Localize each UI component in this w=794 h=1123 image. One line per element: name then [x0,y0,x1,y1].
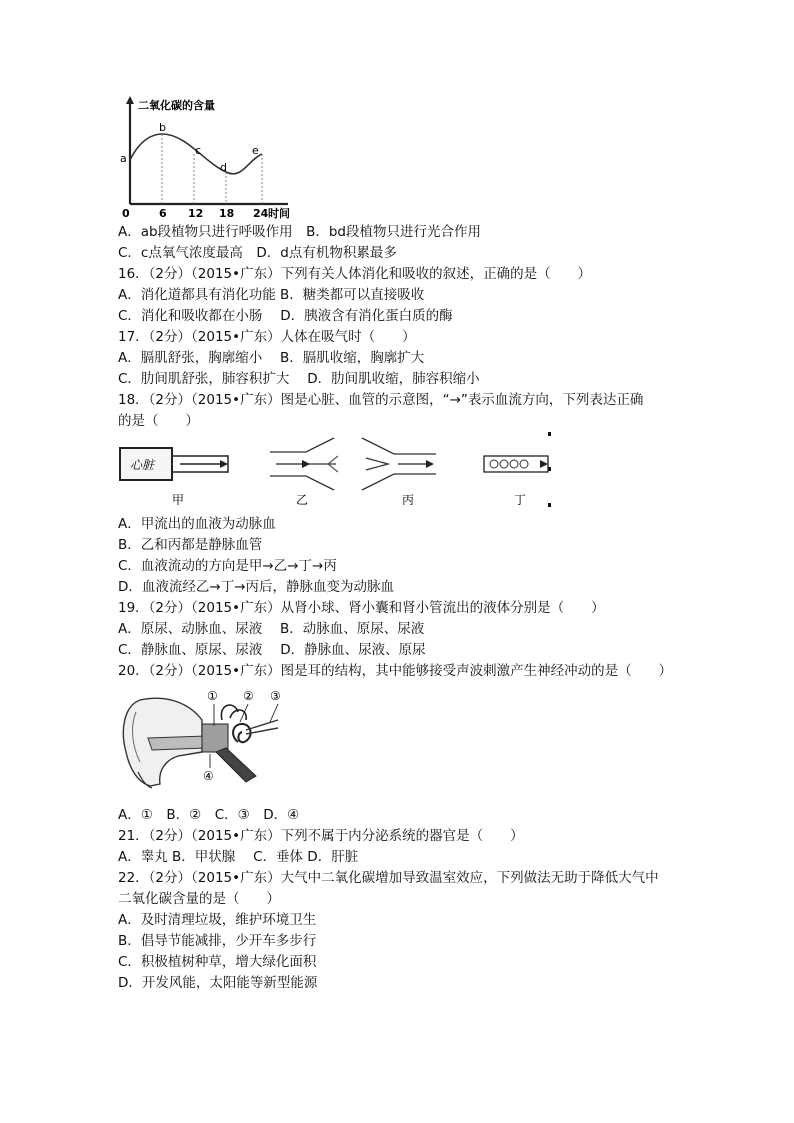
q17-option-ab: A．膈肌舒张，胸廓缩小 B．膈肌收缩，胸廓扩大 [118,350,425,366]
eustachian-tube [216,748,256,782]
q22-stem-line2: 二氧化碳含量的是（ ） [118,891,280,907]
q19-option-cd: C．静脉血、原尿、尿液 D．静脉血、尿液、原尿 [118,642,426,658]
label-bing: 丙 [402,493,415,507]
scan-mark [548,432,551,436]
q20-options: A．① B．② C．③ D．④ [118,807,300,823]
q22-option-b: B．倡导节能减排，少开车多步行 [118,933,317,949]
point-label-e: e [252,144,259,157]
ear-label-1: ① [207,689,218,703]
q18-stem-line2: 的是（ ） [118,413,199,429]
q18-stem-line1: 18．（2分）（2015•广东）图是心脏、血管的示意图，“→”表示血流方向，下列表达正确 [118,392,644,408]
vessel-ding [484,456,548,472]
point-label-d: d [220,161,227,174]
tick-12: 12 [188,207,204,220]
tick-0: 0 [122,207,130,220]
co2-curve-figure [116,96,296,220]
ear-canal [148,736,206,750]
scan-mark [548,467,551,471]
point-label-c: c [195,144,202,157]
tick-6: 6 [159,207,167,220]
q18-option-a: A．甲流出的血液为动脉血 [118,516,276,532]
heart-vessel-figure [116,430,556,514]
heart-label: 心脏 [130,458,155,472]
q16-option-ab: A．消化道都具有消化功能 B．糖类都可以直接吸收 [118,287,425,303]
q18-option-d: D．血液流经乙→丁→丙后，静脉血变为动脉血 [118,579,395,595]
co2-xlabel: 时间 [268,207,290,220]
q18-option-b: B．乙和丙都是静脉血管 [118,537,263,553]
point-label-a: a [120,152,127,165]
co2-ylabel: 二氧化碳的含量 [138,99,215,112]
q15-option-cd: C．c点氧气浓度最高 D．d点有机物积累最多 [118,245,397,261]
ear-label-4: ④ [203,769,214,783]
label-ding: 丁 [514,493,527,507]
q22-option-d: D．开发风能，太阳能等新型能源 [118,975,318,991]
q20-stem: 20．（2分）（2015•广东）图是耳的结构，其中能够接受声波刺激产生神经冲动的是（ ） [118,663,673,679]
q16-stem: 16．（2分）（2015•广东）下列有关人体消化和吸收的叙述，正确的是（ ） [118,266,592,282]
tick-24: 24 [253,207,269,220]
label-yi: 乙 [296,493,309,507]
ear-label-3: ③ [270,689,281,703]
q16-option-cd: C．消化和吸收都在小肠 D．胰液含有消化蛋白质的酶 [118,308,453,324]
q22-option-a: A．及时清理垃圾，维护环境卫生 [118,912,317,928]
tick-18: 18 [219,207,235,220]
scan-mark [548,503,551,507]
semicircular-canals [221,705,246,720]
q21-options: A．睾丸 B．甲状腺 C．垂体 D．肝脏 [118,849,359,865]
q17-stem: 17．（2分）（2015•广东）人体在吸气时（ ） [118,329,416,345]
ear-structure-figure [118,686,294,798]
q22-stem-line1: 22．（2分）（2015•广东）大气中二氧化碳增加导致温室效应，下列做法无助于降低大气中 [118,870,659,886]
point-label-b: b [159,121,166,134]
label-jia: 甲 [172,493,185,507]
q18-option-c: C．血液流动的方向是甲→乙→丁→丙 [118,558,337,574]
middle-ear [202,724,228,752]
q22-option-c: C．积极植树种草，增大绿化面积 [118,954,317,970]
q17-option-cd: C．肋间肌舒张，肺容积扩大 D．肋间肌收缩，肺容积缩小 [118,371,480,387]
q19-stem: 19．（2分）（2015•广东）从肾小球、肾小囊和肾小管流出的液体分别是（ ） [118,600,605,616]
q21-stem: 21．（2分）（2015•广东）下列不属于内分泌系统的器官是（ ） [118,828,524,844]
q19-option-ab: A．原尿、动脉血、尿液 B．动脉血、原尿、尿液 [118,621,425,637]
ear-label-2: ② [243,689,254,703]
q15-option-ab: A．ab段植物只进行呼吸作用 B．bd段植物只进行光合作用 [118,224,481,240]
